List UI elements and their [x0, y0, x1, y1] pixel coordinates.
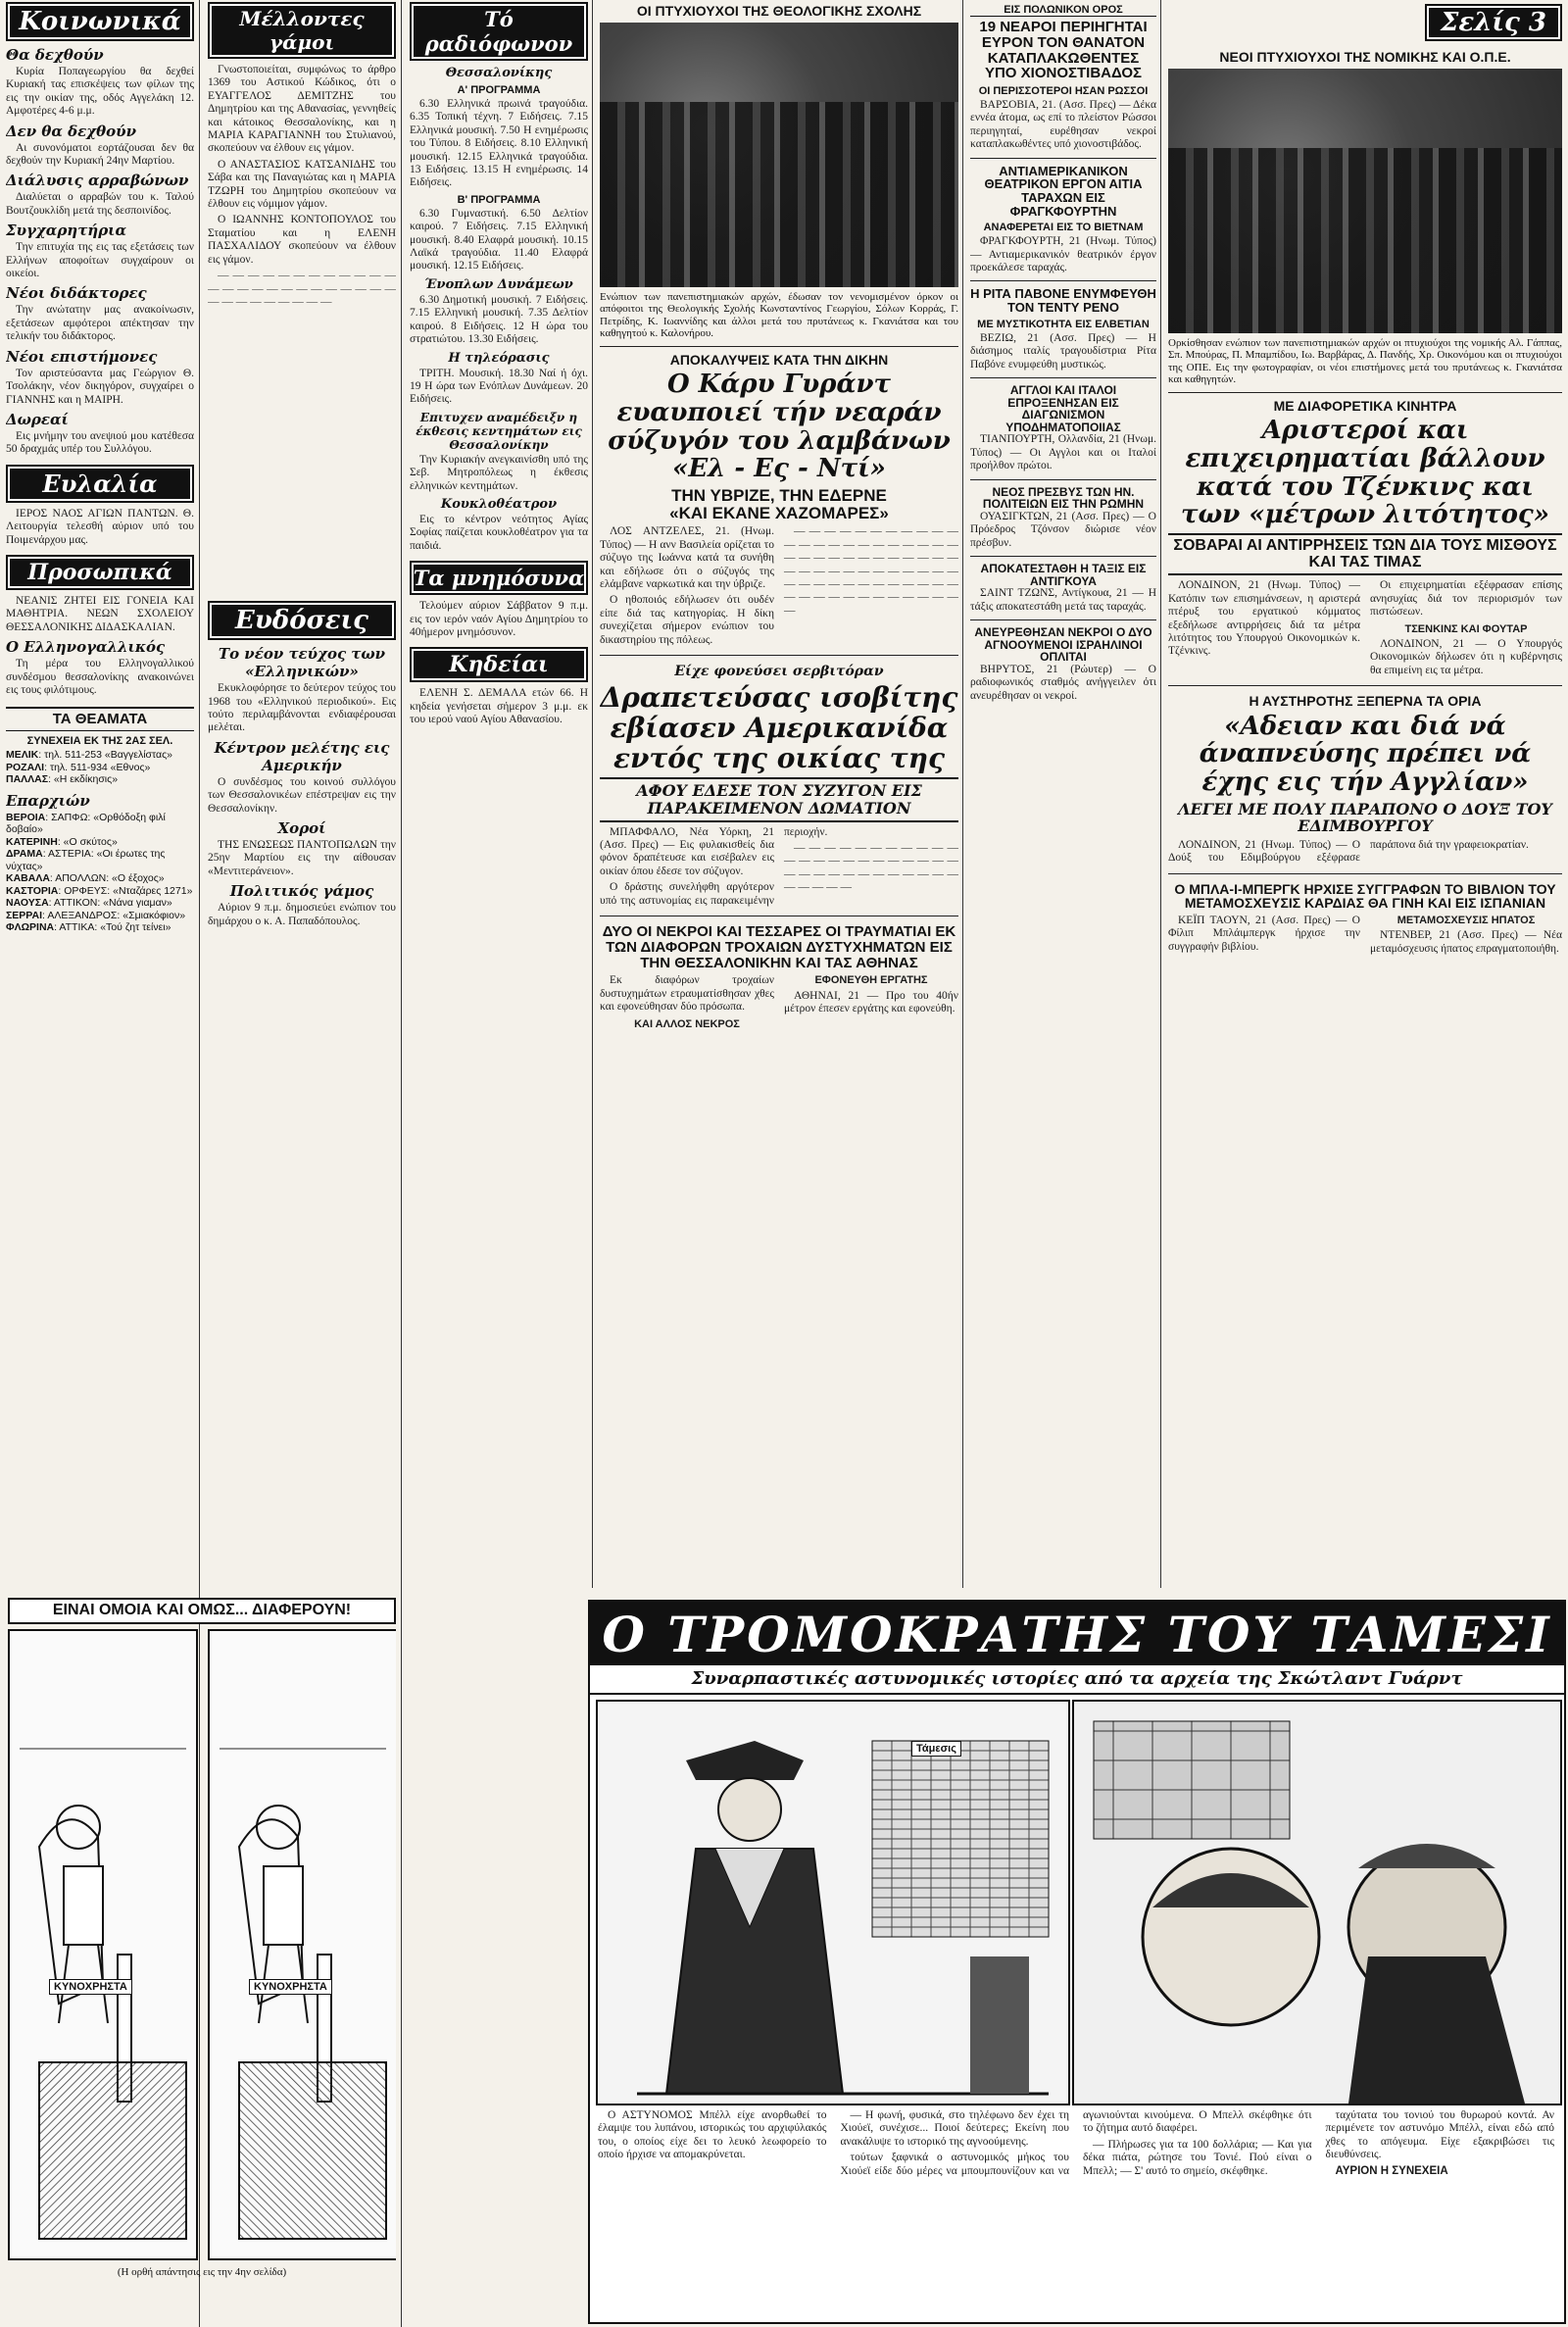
- subhead: Νέοι διδάκτορες: [6, 284, 147, 303]
- paragraph: Ο ΙΩΑΝΝΗΣ ΚΟΝΤΟΠΟΥΛΟΣ του Σταματίου και η ΕΛΕΝΗ ΠΑΣΧΑΛΙΔΟΥ σκοπεύουν να έλθουν εις γάμον.: [208, 214, 396, 266]
- photo-title-law: ΝΕΟΙ ΠΤΥΧΙΟΥΧΟΙ ΤΗΣ ΝΟΜΙΚΗΣ ΚΑΙ Ο.Π.Ε.: [1219, 49, 1511, 65]
- town-text: ΑΠΟΛΛΩΝ: «Ο έξοχος»: [55, 872, 165, 885]
- town-text: ΣΑΠΦΩ: «Ορθόδοξη φιλί δοβαίο»: [6, 811, 166, 836]
- subhead: ΕΦΟΝΕΥΘΗ ΕΡΓΑΤΗΣ: [814, 974, 928, 987]
- subhead-provinces: Επαρχιών: [6, 791, 90, 810]
- photo-caption-theology: Ενώπιον των πανεπιστημιακών αρχών, έδωσαν τον νενομισμένον όρκον οι απόφοιτοι της Θεολογικής Σχολής Κωνσταντίνος Γεωργίου, Σόλων Κορράς, Γ. Πετρίδης, Κ. Ιωαννίδης και άλλοι μετά του πρυτάνεως κ. Γκανιάτσα και του καθηγητού κ. Καλονήρου.: [600, 290, 958, 340]
- subhead: Η τηλεόρασις: [448, 350, 550, 366]
- subhead: Β' ΠΡΟΓΡΑΜΜΑ: [457, 193, 541, 206]
- column-right-news: [1168, 0, 1562, 1588]
- subheadline: «ΚΑΙ ΕΚΑΝΕ ΧΑΖΟΜΑΡΕΣ»: [669, 503, 889, 522]
- paragraph: Οι επιχειρηματίαι εξέφρασαν επίσης ανησυχίας διά τον περιορισμόν των πιστώσεων.: [1370, 579, 1562, 619]
- serial-title: Ο ΤΡΟΜΟΚΡΑΤΗΣ ΤΟΥ ΤΑΜΕΣΙ: [590, 1602, 1564, 1665]
- subhead: Ένοπλων Δυνάμεων: [424, 276, 573, 292]
- heading-theatres: ΤΑ ΘΕΑΜΑΤΑ: [6, 707, 194, 731]
- column-rule: [1160, 0, 1161, 1588]
- subhead: Διάλυσις αρραβώνων: [6, 172, 189, 190]
- section-banner-church: Ευλαλία: [6, 465, 194, 503]
- paragraph: Κυρία Ποπαγεωργίου θα δεχθεί Κυριακή τας επισκέψεις των φίλων της εις την οικίαν της, οδός Αγγελάκη 12. Αμφοτέρες 4-6 μ.μ.: [6, 66, 194, 118]
- comic-panel-right: [208, 1629, 396, 2260]
- town-text: ΑΛΕΞΑΝΔΡΟΣ: «Σμιακόφιον»: [47, 909, 186, 921]
- section-banner-publications: Ευδόσεις: [208, 601, 396, 640]
- town-entry: ΒΕΡΟΙΑ: ΣΑΠΦΩ: «Ορθόδοξη φιλί δοβαίο»: [6, 811, 166, 836]
- paragraph: ΕΛΕΝΗ Σ. ΔΕΜΑΛΑ ετών 66. Η κηδεία γενήσεται σήμερον 3 μ.μ. εκ του ιερού ναού Αγίου Αθανασίου.: [410, 687, 588, 726]
- page-number-badge: Σελίς 3: [1425, 4, 1562, 41]
- paragraph: 6.30 Δημοτική μουσική. 7 Ειδήσεις. 7.15 Ελληνική μουσική. 7.35 Δελτίον καιρού. 8 Ειδήσεις. 12 Η ώρα του στρατιώτου. 13.30 Ειδήσεις.: [410, 293, 588, 346]
- paragraph: ΑΘΗΝΑΙ, 21 — Προ του 40ήν μέτρον έπεσεν εργάτης και εφονεύθη.: [784, 989, 958, 1015]
- paragraph: ΒΕΖΙΩ, 21 (Ασσ. Πρες) — Η διάσημος ιταλίς τραγουδίστρια Ρίτα Παβόνε ενυμφεύθη μυστικώς.: [970, 331, 1156, 371]
- paragraph: Αι συνονόματοι εορτάζουσαι δεν θα δεχθούν την Κυριακή 24ην Μαρτίου.: [6, 141, 194, 168]
- paragraph: Την επιτυχία της εις τας εξετάσεις των Ελλήνων αποφοίτων συγχαίρουν οι οικείοι.: [6, 241, 194, 280]
- serial-drawing-street: [598, 1702, 1068, 2104]
- section-banner-weddings: Μέλλοντες γάμοι: [208, 2, 396, 59]
- subhead: Α' ΠΡΟΓΡΑΜΜΑ: [457, 84, 541, 96]
- cinema-entry: ΜΕΛΙΚ: τηλ. 511-253 «Βαγγελίστας»: [6, 749, 172, 762]
- paragraph: ΛΟΝΔΙΝΟΝ, 21 (Ηνωμ. Τύπος) — Ο Δούξ του Εδιμβούργου εξέφρασε παράπονα διά την γραφειοκρατίαν.: [1168, 838, 1529, 865]
- section-banner-society: Κοινωνικά: [6, 2, 194, 41]
- headline-duke-edinburgh: «Αδειαν και διά νά άναπνεύσης πρέπει νά έχης εις τήν Αγγλίαν»: [1199, 711, 1532, 798]
- serial-panel-detective: [596, 1700, 1070, 2105]
- column-rule: [962, 0, 963, 1588]
- headline-israeli-soldiers: ΑΝΕΥΡΕΘΗΣΑΝ ΝΕΚΡΟΙ Ο ΔΥΟ ΑΓΝΟΟΥΜΕΝΟΙ ΙΣΡΑΗΛΙΝΟΙ ΟΠΛΙΤΑΙ: [974, 624, 1152, 665]
- column-weddings: [208, 0, 396, 1451]
- subheadline: ΑΝΑΦΕΡΕΤΑΙ ΕΙΣ ΤΟ ΒΙΕΤΝΑΜ: [983, 222, 1144, 234]
- subhead: Δεν θα δεχθούν: [6, 122, 136, 140]
- headline-escaped-convict: Δραπετεύσας ισοβίτης εβίασεν Αμερικανίδα εντός της οικίας της: [600, 681, 958, 774]
- column-rule: [592, 0, 593, 1588]
- headline-blaiberg: Ο ΜΠΛΑ-Ι-ΜΠΕΡΓΚ ΗΡΧΙΣΕ ΣΥΓΓΡΑΦΩΝ ΤΟ ΒΙΒΛΙΟΝ ΤΟΥ ΜΕΤΑΜΟΣΧΕΥΣΙΣ ΚΑΡΔΙΑΣ ΘΑ ΓΙΝΗ ΚΑΙ ΕΙΣ ΙΣΠΑΝΙΑΝ: [1174, 880, 1556, 912]
- paragraph: Την ανώτατην μας ανακοίνωσιν, εξετάσεων αμφότεροι απέκτησαν την τελικήν του διδάκτορος.: [6, 304, 194, 343]
- cinema-name: ΡΟΖΑΛΙ: [6, 761, 45, 773]
- subheadline: ΤΗΝ ΥΒΡΙΖΕ, ΤΗΝ ΕΔΕΡΝΕ: [671, 485, 887, 505]
- paragraph: ΤΡΙΤΗ. Μουσική. 18.30 Ναί ή όχι. 19 Η ώρα των Ενόπλων Δυνάμεων. 20 Ειδήσεις.: [410, 367, 588, 406]
- serial-thames-terrorist: [588, 1600, 1566, 2324]
- subhead: Το νέον τεύχος των «Ελληνικών»: [218, 645, 386, 681]
- photo-title-theology: ΟΙ ΠΤΥΧΙΟΥΧΟΙ ΤΗΣ ΘΕΟΛΟΓΙΚΗΣ ΣΧΟΛΗΣ: [636, 3, 922, 19]
- town-text: «Ο σκύτος»: [63, 835, 118, 848]
- town-entry: ΔΡΑΜΑ: ΑΣΤΕΡΙΑ: «Οι έρωτες της νύχτας»: [6, 848, 166, 872]
- subhead: Δωρεαί: [6, 410, 69, 428]
- cinema-text: τηλ. 511-253 «Βαγγελίστας»: [44, 749, 172, 762]
- subheadline: ΑΦΟΥ ΕΔΕΣΕ ΤΟΝ ΣΥΖΥΓΟΝ ΕΙΣ ΠΑΡΑΚΕΙΜΕΝΟΝ ΔΩΜΑΤΙΟΝ: [600, 777, 958, 821]
- paragraph: ΣΑΙΝΤ ΤΖΩΝΣ, Αντίγκουα, 21 — Η τάξις αποκατεστάθη μετά τας ταραχάς.: [970, 587, 1156, 613]
- paragraph: Ο δράστης συνελήφθη αργότερον υπό της αστυνομίας εις παρακειμένην περιοχήν.: [600, 825, 828, 907]
- paragraph: ΙΕΡΟΣ ΝΑΟΣ ΑΓΙΩΝ ΠΑΝΤΩΝ. Θ. Λειτουργία τελεσθή αύριον υπό του Ποιμενάρχου μας.: [6, 507, 194, 546]
- paragraph: ΜΠΑΦΦΑΛΟ, Νέα Υόρκη, 21 (Ασσ. Πρες) — Εις φυλακισθείς δια φόνον δραπέτευσε και εισέβαλεν εις οικίαν όπου έδεσε τον σύζυγον.: [600, 825, 774, 877]
- paragraph: Εις το κέντρον νεότητος Αγίας Σοφίας παίζεται κουκλοθέατρον για τα παιδιά.: [410, 513, 588, 552]
- paragraph: ΛΟΣ ΑΝΤΖΕΛΕΣ, 21. (Ηνωμ. Τύπος) — Η ανν Βασιλεία ορίζεται το σύζυγο της Ιωάννα κατά τα συνήθη και εδήλωσε ότι ο σύζυγός της ελάμβανε ναρκωτικά και την ύβριζε.: [600, 525, 774, 591]
- paragraph: Ο ΑΣΤΥΝΟΜΟΣ Μπέλλ είχε ανορθωθεί το έλαμψε του λυπάνου, ιστορικώς του αρχιφύλακός του, ο οποίος είχε δει το λευκό λεωφορείο το οποίο ήρχισε να απομακρύνεται.: [598, 2109, 827, 2161]
- subhead: Θεσσαλονίκης: [445, 66, 553, 80]
- paragraph: ΟΥΑΣΙΓΚΤΩΝ, 21 (Ασσ. Πρες) — Ο Πρόεδρος Τζόνσον διώρισε νέον πρέσβυν.: [970, 510, 1156, 549]
- headline-new-ambassador: ΝΕΟΣ ΠΡΕΣΒΥΣ ΤΩΝ ΗΝ. ΠΟΛΙΤΕΙΩΝ ΕΙΣ ΤΗΝ ΡΩΜΗΝ: [982, 484, 1145, 512]
- headline-jenkins: Αριστεροί και επιχειρηματίαι βάλλουν κατά του Τζένκινς και των «μέτρων λιτότητος»: [1180, 416, 1550, 530]
- serial-panel-faces: [1072, 1700, 1562, 2105]
- paragraph: — Πλήρωσες για τα 100 δολλάρια; — Και για δέκα πιάτα, ρώτησε του Τονιέ. Πού είναι ο Μπελλ; — Σ' αυτό το σημείο, σκέφθηκε.: [1083, 2138, 1312, 2177]
- subhead: Θα δεχθούν: [6, 46, 104, 64]
- paragraph: Ο συνδέσμος του κοινού συλλόγου των Θεσσαλονικέων επέστρεψαν εις την Θεσσαλονίκην.: [208, 775, 396, 815]
- subhead: Επιτυχεν αναμέδειξν η έκθεσις κεντημάτων εις Θεσσαλονίκην: [416, 410, 582, 452]
- subhead: Πολιτικός γάμος: [229, 882, 374, 901]
- town-text: ΑΤΤΙΚΑ: «Τού ζητ τείνει»: [59, 921, 172, 934]
- paragraph: ΝΕΑΝΙΣ ΖΗΤΕΙ ΕΙΣ ΓΟΝΕΙΑ ΚΑΙ ΜΑΘΗΤΡΙΑ. ΝΕΩΝ ΣΧΟΛΕΙΟΥ ΘΕΣΣΑΛΟΝΙΚΗΣ ΔΙΔΑΣΚΑΛΙΑΝ.: [6, 594, 194, 633]
- town-text: ΟΡΦΕΥΣ: «Νταζάρες 1271»: [64, 884, 193, 897]
- sign-dog-area-right: ΚΥΝΟΧΡΗΣΤΑ: [249, 1979, 332, 1995]
- paragraph: ΦΡΑΓΚΦΟΥΡΤΗ, 21 (Ηνωμ. Τύπος) — Αντιαμερικανικόν θεατρικόν έργον προεκάλεσε ταραχάς.: [970, 235, 1156, 273]
- subhead: ΤΣΕΝΚΙΝΣ ΚΑΙ ΦΟΥΤΑΡ: [1404, 622, 1528, 635]
- town-entry: ΚΑΣΤΟΡΙΑ: ΟΡΦΕΥΣ: «Νταζάρες 1271»: [6, 884, 193, 897]
- paragraph: Τελούμεν αύριον Σάββατον 9 π.μ. εις τον ιερόν ναόν Αγίου Δημητρίου το 40ήμερον μνημόσυνον.: [410, 600, 588, 638]
- town-entry: ΝΑΟΥΣΑ: ΑΤΤΙΚΟΝ: «Νάνα γιαμαν»: [6, 897, 172, 910]
- town-name: ΔΡΑΜΑ: [6, 848, 43, 861]
- town-name: ΚΑΤΕΡΙΝΗ: [6, 835, 58, 848]
- kicker: ΕΙΣ ΠΟΛΩΝΙΚΟΝ ΟΡΟΣ: [970, 4, 1156, 17]
- section-banner-radio: Τό ραδιόφωνον: [410, 2, 588, 61]
- subheadline: ΟΙ ΠΕΡΙΣΣΟΤΕΡΟΙ ΗΣΑΝ ΡΩΣΣΟΙ: [978, 85, 1149, 97]
- paragraph: Τον αριστεύσαντα μας Γεώργιον Θ. Τσολάκην, νέον δικηγόρον, συγχαίρει ο ΓΙΑΝΝΗΣ και η ΜΑΙΡΗ.: [6, 367, 194, 406]
- paragraph: — Η φωνή, φυσικά, στο τηλέφωνο δεν έχει τη Χιούεϊ, συνέχισε... Ποιοί δεύτερες; Εκείνη που ανακάλυψε το ιστορικό της αγνοούμενης.: [840, 2109, 1069, 2148]
- cinema-text: τηλ. 511-934 «Εθνος»: [49, 761, 151, 773]
- subhead: ΜΕΤΑΜΟΣΧΕΥΣΙΣ ΗΠΑΤΟΣ: [1396, 915, 1536, 927]
- paragraph: ΛΟΝΔΙΝΟΝ, 21 — Ο Υπουργός Οικονομικών δήλωσεν ότι η κυβέρνησις θα επιμείνη εις τα μέτρα.: [1370, 637, 1562, 676]
- section-banner-personal: Προσωπικά: [6, 555, 194, 590]
- subheadline: ΜΕ ΜΥΣΤΙΚΟΤΗΤΑ ΕΙΣ ΕΛΒΕΤΙΑΝ: [977, 318, 1150, 330]
- paragraph: Διαλύεται ο αρραβών του κ. Ταλού Βουτζουκλίδη μετά της δεσποινίδος.: [6, 191, 194, 217]
- paragraph: ΒΗΡΥΤΟΣ, 21 (Ρώυτερ) — Ο ραδιοφωνικός σταθμός ανήγγειλεν ότι ανευρέθησαν οι νεκροί.: [970, 663, 1156, 702]
- subhead: Ο Ελληνογαλλικός: [6, 638, 166, 657]
- town-name: ΚΑΒΑΛΑ: [6, 872, 50, 885]
- town-text: ΑΤΤΙΚΟΝ: «Νάνα γιαμαν»: [53, 897, 172, 910]
- serial-sign-thames: Τάμεσις: [911, 1741, 961, 1757]
- subhead: Κέντρον μελέτης εις Αμερικήν: [214, 738, 390, 774]
- paragraph: ΤΗΣ ΕΝΩΣΕΩΣ ΠΑΝΤΟΠΩΛΩΝ την 25ην Μαρτίου εις την αίθουσαν «Μεντιτεράνειον».: [208, 838, 396, 877]
- column-radio: [410, 0, 588, 1588]
- paragraph: Γνωστοποιείται, συμφώνως το άρθρο 1369 του Αστικού Κώδικος, ότι ο ΕΥΑΓΓΕΛΟΣ ΔΕΜΙΤΖΗΣ του Δημητρίου και της Αθανασίας, γεννηθείς και κάτοικος Θεσσαλονίκης, και η ΜΑΡΙΑ ΚΑΡΑΓΙΑΝΝΗ του Στυλιανού, σκοπεύουν να έλθουν εις γάμον.: [208, 64, 396, 155]
- subheading-continued: ΣΥΝΕΧΕΙΑ ΕΚ ΤΗΣ 2ΑΣ ΣΕΛ.: [26, 735, 173, 748]
- serial-drawing-faces: [1074, 1702, 1560, 2104]
- comic-title: ΕΙΝΑΙ ΟΜΟΙΑ ΚΑΙ ΟΜΩΣ... ΔΙΑΦΕΡΟΥΝ!: [8, 1598, 396, 1624]
- headline-avalanche: 19 ΝΕΑΡΟΙ ΠΕΡΙΗΓΗΤΑΙ ΕΥΡΟΝ ΤΟΝ ΘΑΝΑΤΟΝ ΚΑΤΑΠΛΑΚΩΘΕΝΤΕΣ ΥΠΟ ΧΙΟΝΟΣΤΙΒΑΔΟΣ: [979, 19, 1148, 82]
- town-name: ΒΕΡΟΙΑ: [6, 811, 46, 823]
- town-name: ΝΑΟΥΣΑ: [6, 897, 49, 910]
- cinema-entry: ΡΟΖΑΛΙ: τηλ. 511-934 «Εθνος»: [6, 761, 151, 773]
- kicker: Είχε φονεύσει σερβιτόραν: [674, 664, 884, 680]
- town-name: ΣΕΡΡΑΙ: [6, 909, 43, 921]
- paragraph: ΚΕΪΠ ΤΑΟΥΝ, 21 (Ασσ. Πρες) — Ο Φίλιπ Μπλάιμπεργκ ήρχισε την συγγραφήν βιβλίου.: [1168, 915, 1360, 953]
- headline-shoe-contest: ΑΓΓΛΟΙ ΚΑΙ ΙΤΑΛΟΙ ΕΠΡΟΞΕΝΗΣΑΝ ΕΙΣ ΔΙΑΓΩΝΙΣΜΟΝ ΥΠΟΔΗΜΑΤΟΠΟΙΙΑΣ: [1005, 382, 1121, 434]
- paragraph: Αύριον 9 π.μ. δημοσιεύει ενώπιον του δημάρχου ο κ. Α. Παπαδόπουλος.: [208, 902, 396, 927]
- section-banner-memorials: Τα μνημόσυνα: [410, 561, 588, 595]
- headline-traffic-accidents: ΔΥΟ ΟΙ ΝΕΚΡΟΙ ΚΑΙ ΤΕΣΣΑΡΕΣ ΟΙ ΤΡΑΥΜΑΤΙΑΙ ΕΚ ΤΩΝ ΔΙΑΦΟΡΩΝ ΤΡΟΧΑΙΩΝ ΔΥΣΤΥΧΗΜΑΤΩΝ ΕΙΣ ΤΗΝ ΘΕΣΣΑΛΟΝΙΚΗΝ ΚΑΙ ΤΑΣ ΑΘΗΝΑΣ: [602, 923, 956, 971]
- cinema-entry: ΠΑΛΛΑΣ: «Η εκδίκησις»: [6, 773, 119, 786]
- column-center-news: ΟΙ ΠΤΥΧΙΟΥΧΟΙ ΤΗΣ ΘΕΟΛΟΓΙΚΗΣ ΣΧΟΛΗΣ Ενώπιον των πανεπιστημιακών αρχών, έδωσαν τον νενομισμένον όρκον οι απόφοιτοι της Θεολογικής Σχολής Κωνσταντίνος Γεωργίου, Σόλων Κορράς, Γ. Πετρίδης, Κ. Ιωαννίδης και άλλοι μετά του πρυτάνεως κ. Γκανιάτσα και του καθηγητού κ. Καλονήρου. ΑΠΟΚΑΛΥΨΕΙΣ ΚΑΤΑ ΤΗΝ ΔΙΚΗΝ Ο Κάρυ Γυράντ ευαυποιεί τήν νεαράν σύζυγόν του λαμβάνων «Ελ - Ες - Ντί» ΤΗΝ ΥΒΡΙΖΕ, ΤΗΝ ΕΔΕΡΝΕ «ΚΑΙ ΕΚΑΝΕ ΧΑΖΟΜΑΡΕΣ» ΛΟΣ ΑΝΤΖΕΛΕΣ, 21. (Ηνωμ. Τύπος) — Η ανν Βασιλεία ορίζεται το σύζυγο της Ιωάννα κατά τα συνήθη και εδήλωσε ότι ο σύζυγός της ελάμβανε ναρκωτικά και την ύβριζε. Ο ηθοποιός εδήλωσεν ότι ουδέν είπε διά τας κατηγορίας. Η δίκη συνεχίζεται σήμερον ενώπιον του δικαστηρίου της πόλεως. — — — — — — — — — — — — — — — — — — — — — — — — — — — — — — — — — — — — — — — — — — — — — — — — — — — — — — — — — — — — — — — — — — — — — — — — Είχε φονεύσει σερβιτόραν Δραπετεύσας ισοβίτης εβίασεν Αμερικανίδα εντός της οικίας της ΑΦΟΥ ΕΔΕΣΕ ΤΟΝ ΣΥΖΥΓΟΝ ΕΙΣ ΠΑΡΑΚΕΙΜΕΝΟΝ ΔΩΜΑΤΙΟΝ ΜΠΑΦΦΑΛΟ, Νέα Υόρκη, 21 (Ασσ. Πρες) — Εις φυλακισθείς δια φόνον δραπέτευσε και εισέβαλεν εις οικίαν όπου έδεσε τον σύζυγον. Ο δράστης συνελήφθη αργότερον υπό της αστυνομίας εις παρακειμένην περιοχήν. — — — — — — — — — — — — — — — — — — — — — — — — — — — — — — — — — — — — — — — — ΔΥΟ ΟΙ ΝΕΚΡΟΙ ΚΑΙ ΤΕΣΣΑΡΕΣ ΟΙ ΤΡΑΥΜΑΤΙΑΙ ΕΚ ΤΩΝ ΔΙΑΦΟΡΩΝ ΤΡΟΧΑΙΩΝ ΔΥΣΤΥΧΗΜΑΤΩΝ ΕΙΣ ΤΗΝ ΘΕΣΣΑΛΟΝΙΚΗΝ ΚΑΙ ΤΑΣ ΑΘΗΝΑΣ Εκ διαφόρων τροχαίων δυστυχημάτων ετραυματίσθησαν χθες και εφονεύθησαν δύο πρόσωπα. ΚΑΙ ΑΛΛΟΣ ΝΕΚΡΟΣ ΕΦΟΝΕΥΘΗ ΕΡΓΑΤΗΣ ΑΘΗΝΑΙ, 21 — Προ του 40ήν μέτρον έπεσεν εργάτης και εφονεύθη.: [600, 3, 958, 1030]
- filler-text-block: — — — — — — — — — — — — — — — — — — — — — — — — — — — — — — — — — —: [208, 270, 396, 308]
- photo-caption-law: Ορκίσθησαν ενώπιον των πανεπιστημιακών αρχών οι πτυχιούχοι της νομικής Αλ. Γάππας, Σπ. Μπούρας, Π. Μπαμπίδου, Ιω. Βαρβάρας, Δ. Πανδής, Χρ. Οικονόμου και οι πτυχιούχοι της ΟΠΕ. Εις την φωτογραφίαν, οι νέοι επιστήμονες μετά του πρυτάνεως κ. Γκανιάτσα και καθηγητών.: [1168, 336, 1562, 386]
- town-text: ΑΣΤΕΡΙΑ: «Οι έρωτες της νύχτας»: [6, 848, 166, 872]
- paragraph: Ο ηθοποιός εδήλωσεν ότι ουδέν είπε διά τας κατηγορίας. Η δίκη συνεχίζεται σήμερον ενώπιον του δικαστηρίου της πόλεως.: [600, 594, 774, 646]
- town-entry: ΚΑΤΕΡΙΝΗ: «Ο σκύτος»: [6, 835, 118, 848]
- paragraph: Εις μνήμην του ανεψιού μου κατέθεσα 50 δραχμάς υπέρ του Συλλόγου.: [6, 429, 194, 456]
- section-banner-funerals: Κηδείαι: [410, 647, 588, 682]
- kicker: Η ΑΥΣΤΗΡΟΤΗΣ ΞΕΠΕΡΝΑ ΤΑ ΟΡΙΑ: [1249, 693, 1482, 710]
- town-entry: ΚΑΒΑΛΑ: ΑΠΟΛΛΩΝ: «Ο έξοχος»: [6, 872, 165, 885]
- subheadline: ΣΟΒΑΡΑΙ ΑΙ ΑΝΤΙΡΡΗΣΕΙΣ ΤΩΝ ΔΙΑ ΤΟΥΣ ΜΙΣΘΟΥΣ ΚΑΙ ΤΑΣ ΤΙΜΑΣ: [1168, 533, 1562, 576]
- photo-law-graduates: [1168, 69, 1562, 333]
- comic-drawing-left: [10, 1631, 196, 2258]
- paragraph: ΝΤΕΝΒΕΡ, 21 (Ασσ. Πρες) — Νέα μεταμόσχευσις ήπατος επραγματοποιήθη.: [1370, 929, 1562, 955]
- paragraph: Εκ διαφόρων τροχαίων δυστυχημάτων ετραυματίσθησαν χθες και εφονεύθησαν δύο πρόσωπα.: [600, 974, 774, 1014]
- comic-answer-note: (Η ορθή απάντησις εις την 4ην σελίδα): [117, 2266, 287, 2278]
- kicker: ΑΠΟΚΑΛΥΨΕΙΣ ΚΑΤΑ ΤΗΝ ΔΙΚΗΝ: [669, 351, 889, 368]
- paragraph: Εκυκλοφόρησε το δεύτερον τεύχος του 1968 του «Ελληνικού περιοδικού». Εις τούτο περιλαμβάνονται ενδιαφέρουσαι μελέται.: [208, 682, 396, 734]
- paragraph: ταχύτατα του τονιού του θυρωρού κοντά. Αν περιμένετε τον αστυνόμο Μπέλλ, είναι εδώ από χθες το απόγευμα. Είχε εξακριβώσει τις διευθύνσεις.: [1325, 2109, 1554, 2161]
- headline-antigua: ΑΠΟΚΑΤΕΣΤΑΘΗ Η ΤΑΞΙΣ ΕΙΣ ΑΝΤΙΓΚΟΥΑ: [980, 561, 1147, 588]
- subhead: Κουκλοθέατρον: [440, 496, 558, 512]
- town-entry: ΦΛΩΡΙΝΑ: ΑΤΤΙΚΑ: «Τού ζητ τείνει»: [6, 921, 172, 934]
- paragraph: ΤΙΑΝΠΟΥΡΤΗ, Ολλανδία, 21 (Ηνωμ. Τύπος) — Οι Αγγλοι και οι Ιταλοί προήλθον πρώτοι.: [970, 433, 1156, 472]
- paragraph: ΒΑΡΣΟΒΙΑ, 21. (Ασσ. Πρες) — Δέκα εννέα άτομα, ως επί το πλείστον Ρώσσοι περιηγηταί, ευρέθησαν νεκροί καταπλακωθέντες υπό χιονοστιβάδος.: [970, 99, 1156, 151]
- cinema-name: ΜΕΛΙΚ: [6, 749, 39, 762]
- kicker: ΜΕ ΔΙΑΦΟΡΕΤΙΚΑ ΚΙΝΗΤΡΑ: [1273, 397, 1457, 414]
- subhead: Νέοι επιστήμονες: [6, 347, 158, 366]
- headline-rita-pavone: Η ΡΙΤΑ ΠΑΒΟΝΕ ΕΝΥΜΦΕΥΘΗ ΤΟΝ ΤΕΝΤΥ ΡΕΝΟ: [970, 286, 1156, 316]
- subheadline: ΛΕΓΕΙ ΜΕ ΠΟΛΥ ΠΑΡΑΠΟΝΟ Ο ΔΟΥΞ ΤΟΥ ΕΔΙΜΒΟΥΡΓΟΥ: [1178, 799, 1552, 836]
- subhead: ΚΑΙ ΑΛΛΟΣ ΝΕΚΡΟΣ: [634, 1017, 740, 1030]
- town-name: ΦΛΩΡΙΝΑ: [6, 921, 55, 934]
- cinema-text: «Η εκδίκησις»: [53, 773, 119, 786]
- comic-spot-the-difference: [8, 1598, 396, 2289]
- paragraph: 6.30 Ελληνικά πρωινά τραγούδια. 6.35 Τοπική τέχνη. 7 Ειδήσεις. 7.15 Ελληνικά μουσική. 7.50 Η ενημέρωσις του Τύπου. 8 Ειδήσεις. 8.10 Ελληνική μουσική. 12.15 Ελληνικά τραγούδια. 13 Ειδήσεις. 13.15 Η ενημέρωσις. 14 Ειδήσεις.: [410, 98, 588, 189]
- paragraph: 6.30 Γυμναστική. 6.50 Δελτίον καιρού. 7 Ειδήσεις. 7.15 Ελληνική μουσική. 8.40 Ελαφρά μουσική. 10.15 Λαϊκά τραγούδια. 11.40 Ελαφρά μουσική. 12.15 Ειδήσεις.: [410, 207, 588, 272]
- serial-text: [598, 2109, 1554, 2315]
- paragraph: Ο ΑΝΑΣΤΑΣΙΟΣ ΚΑΤΣΑΝΙΔΗΣ του Σάβα και της Παναγιώτας και η ΜΑΡΙΑ ΤΖΩΡΗ του Δημητρίου σκοπεύουν να έλθουν εις νόμιμον γάμον.: [208, 158, 396, 211]
- serial-subtitle: Συναρπαστικές αστυνομικές ιστορίες από τα αρχεία της Σκώτλαντ Γυάρντ: [590, 1665, 1564, 1695]
- comic-panel-left: [8, 1629, 198, 2260]
- headline-anti-american-play: ΑΝΤΙΑΜΕΡΙΚΑΝΙΚΟΝ ΘΕΑΤΡΙΚΟΝ ΕΡΓΟΝ ΑΙΤΙΑ ΤΑΡΑΧΩΝ ΕΙΣ ΦΡΑΓΚΦΟΥΡΤΗΝ: [984, 163, 1143, 219]
- column-rule: [401, 0, 402, 2327]
- serial-continued-note: ΑΥΡΙΟΝ Η ΣΥΝΕΧΕΙΑ: [1335, 2164, 1448, 2177]
- paragraph: Τη μέρα του Ελληνογαλλικού συνδέσμου θεσσαλονίκης ανακοινώνει εις τους φιλότιμους.: [6, 658, 194, 696]
- paragraph: τούτων ξαφνικά ο αστυνομικός μήκος του Χιούεϊ είδε δύο μέρες να μπουμπουνίζουν και να αγωνιούνται κινούμενα. Ο Μπελλ σκέφθηκε ότι το ζήτημα αυτό διαφέρει.: [840, 2109, 1312, 2177]
- sign-dog-area-left: ΚΥΝΟΧΡΗΣΤΑ: [49, 1979, 132, 1995]
- town-name: ΚΑΣΤΟΡΙΑ: [6, 884, 59, 897]
- paragraph: Την Κυριακήν ανεγκαινίσθη υπό της Σεβ. Μητροπόλεως η έκθεσις ελληνικών κεντημάτων.: [410, 453, 588, 492]
- paragraph: ΛΟΝΔΙΝΟΝ, 21 (Ηνωμ. Τύπος) — Κατόπιν των επισημάνσεων, η αριστερά πτέρυξ του εργατικού κόμματος εξεδήλωσε αντιρρήσεις διά τα μέτρα λιτότητος του Υπουργού Οικονομικών κ. Τζένκινς.: [1168, 579, 1360, 658]
- town-entry: ΣΕΡΡΑΙ: ΑΛΕΞΑΝΔΡΟΣ: «Σμιακόφιον»: [6, 909, 186, 921]
- comic-drawing-right: [210, 1631, 396, 2258]
- subhead: Συγχαρητήρια: [6, 222, 126, 240]
- column-foreign-news: [970, 0, 1156, 1588]
- headline-cary-grant: Ο Κάρυ Γυράντ ευαυποιεί τήν νεαράν σύζυγόν του λαμβάνων «Ελ - Ες - Ντί»: [608, 370, 951, 484]
- photo-theology-graduates: [600, 23, 958, 287]
- cinema-name: ΠΑΛΛΑΣ: [6, 773, 49, 786]
- subhead: Χοροί: [277, 818, 326, 837]
